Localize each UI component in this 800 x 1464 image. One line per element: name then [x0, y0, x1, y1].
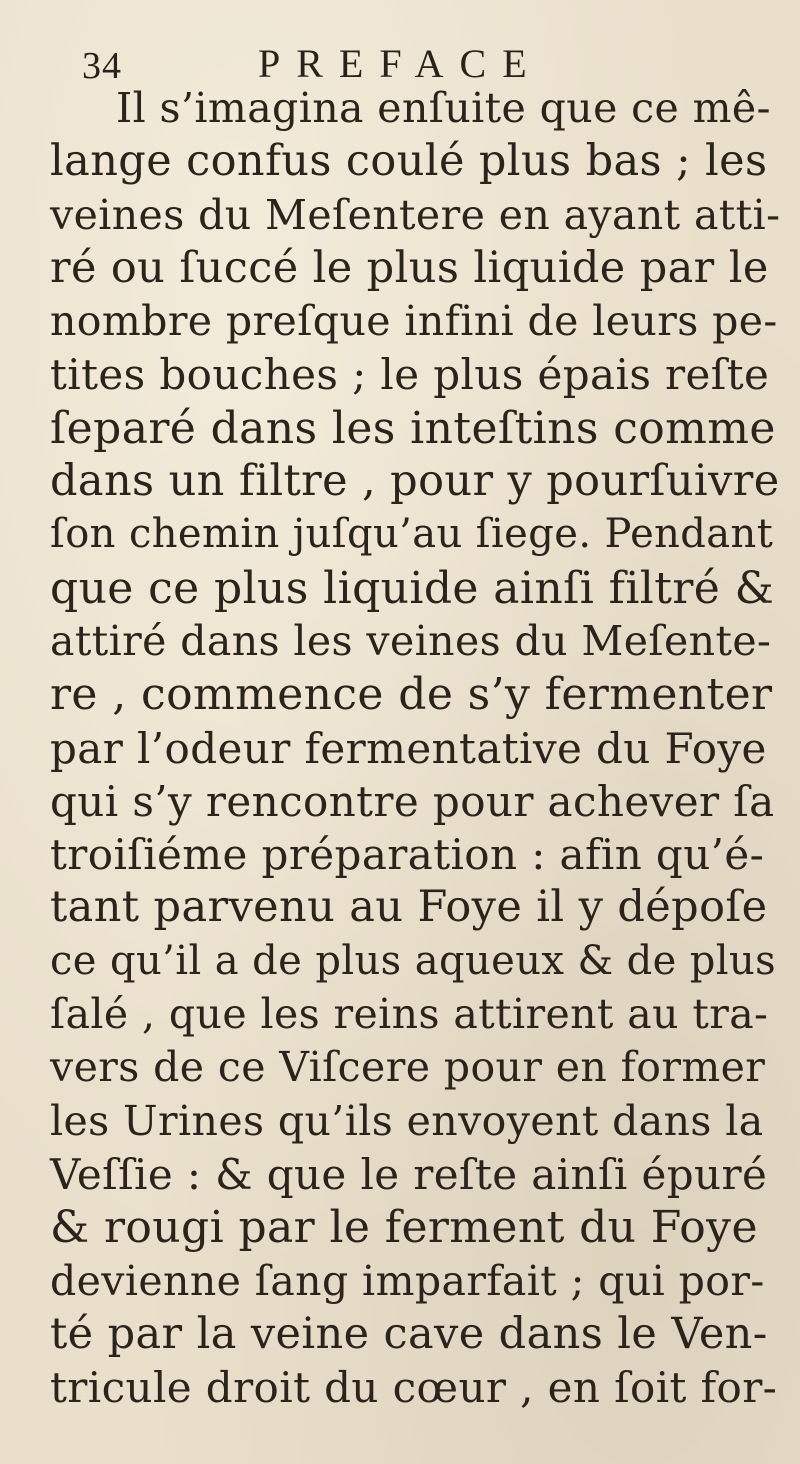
text-line: & rougi par le ferment du Foye — [50, 1202, 758, 1254]
text-line: nombre preſque infini de leurs pe- — [50, 297, 778, 346]
text-line: Veſſie : & que le reſte ainſi épuré — [50, 1149, 768, 1199]
running-title: PREFACE — [258, 41, 543, 86]
text-line: par l’odeur fermentative du Foye — [50, 723, 767, 773]
text-line: ſon chemin juſqu’au ſiege. Pendant — [50, 511, 774, 558]
text-line: attiré dans les veines du Meſente- — [50, 616, 772, 665]
text-line: lange confus coulé plus bas ; les — [50, 136, 768, 187]
page-number: 34 — [82, 45, 122, 87]
text-line: tant parvenu au Foye il y dépoſe — [50, 882, 768, 933]
text-line: troiſiéme préparation : afin qu’é- — [50, 830, 765, 880]
text-line: Il s’imagina enſuite que ce mê- — [116, 84, 771, 132]
text-line: ce qu’il a de plus aqueux & de plus — [50, 937, 777, 984]
text-line: ſeparé dans les inteſtins comme — [50, 402, 776, 454]
text-line: ſalé , que les reins attirent au tra- — [50, 990, 769, 1039]
text-line: ré ou ſuccé le plus liquide par le — [50, 242, 769, 293]
text-line: veines du Meſentere en ayant atti- — [50, 190, 781, 239]
text-line: re , commence de s’y fermenter — [50, 669, 773, 721]
text-line: que ce plus liquide ainſi filtré & — [50, 562, 775, 614]
text-line: dans un filtre , pour y pourſuivre — [50, 456, 780, 507]
body-text — [50, 82, 780, 1414]
text-line: té par la veine cave dans le Ven- — [50, 1308, 768, 1359]
text-line: tricule droit du cœur , en ſoit for- — [50, 1363, 778, 1413]
text-line: qui s’y rencontre pour achever ſa — [50, 776, 775, 826]
text-line: vers de ce Viſcere pour en former — [50, 1043, 766, 1092]
text-line: tites bouches ; le plus épais reſte — [50, 350, 770, 400]
text-line: les Urines qu’ils envoyent dans la — [50, 1096, 764, 1145]
text-line: devienne ſang imparfait ; qui por- — [50, 1256, 765, 1305]
